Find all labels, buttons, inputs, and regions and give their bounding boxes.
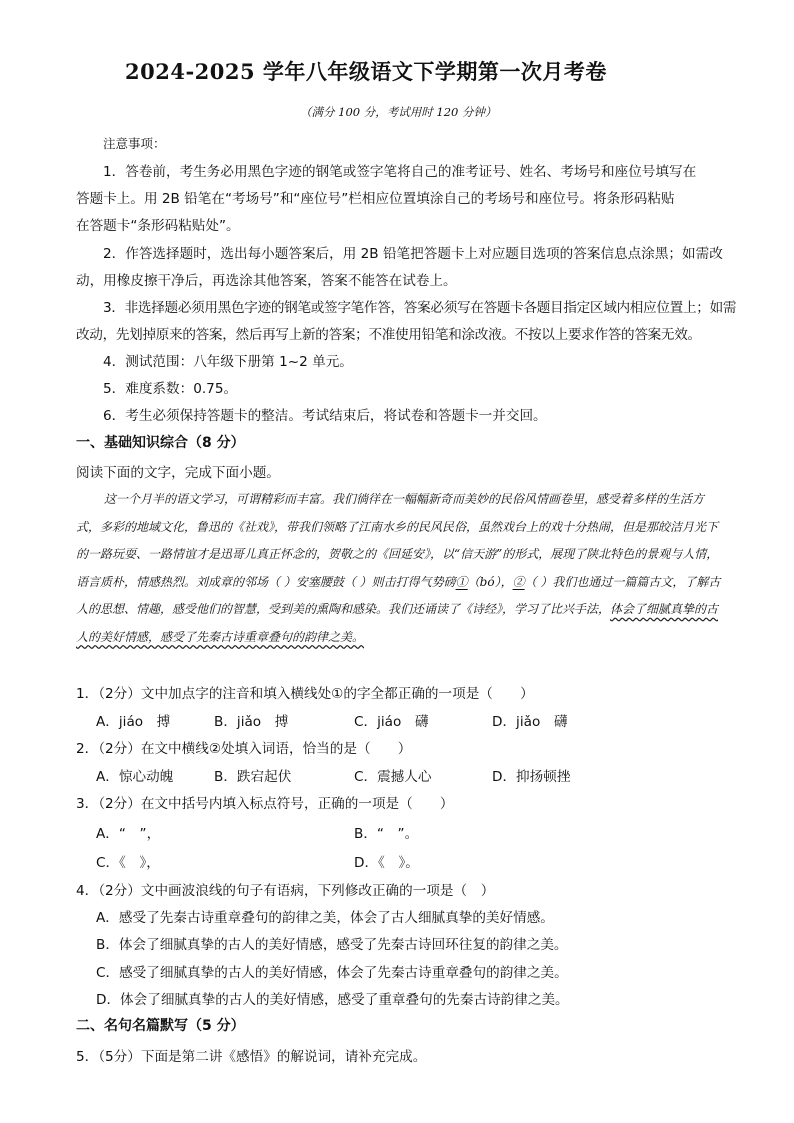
- question-2: 2．（2分）在文中横线②处填入词语，恰当的是（ ）: [76, 741, 412, 757]
- q1-option-a[interactable]: A．jiáo 搏: [96, 714, 171, 730]
- notice-line: 3．非选择题必须用黑色字迹的钢笔或签字笔作答，答案必须写在答题卡各题目指定区域内相应位置上；如需: [103, 300, 737, 316]
- q4-option-b[interactable]: B．体会了细腻真挚的古人的美好情感，感受了先秦古诗回环往复的韵律之美。: [96, 937, 568, 953]
- notice-line: 6．考生必须保持答题卡的整洁。考试结束后，将试卷和答题卡一并交回。: [103, 408, 547, 424]
- reading-passage: [76, 486, 724, 651]
- notice-line: 1．答卷前，考生务必用黑色字迹的钢笔或签字笔将自己的准考证号、姓名、考场号和座位号填写在: [103, 164, 697, 180]
- blank-1: ①: [455, 574, 468, 589]
- notice-line: 4．测试范围：八年级下册第 1~2 单元。: [103, 354, 353, 370]
- q3-option-c[interactable]: C．《 》，: [96, 855, 160, 871]
- exam-subtitle: （满分 100 分，考试用时 120 分钟）: [300, 105, 497, 119]
- q4-option-a[interactable]: A．感受了先秦古诗重章叠句的韵律之美，体会了古人细腻真挚的美好情感。: [96, 910, 554, 926]
- notice-line: 改动，先划掉原来的答案，然后再写上新的答案；不准使用铅笔和涂改液。不按以上要求作答的答案无效。: [76, 327, 701, 343]
- notice-line: 动，用橡皮擦干净后，再选涂其他答案，答案不能答在试卷上。: [76, 273, 457, 289]
- question-4: 4．（2分）文中画波浪线的句子有语病，下列修改正确的一项是（ ）: [76, 883, 495, 899]
- reading-intro: 阅读下面的文字，完成下面小题。: [76, 465, 280, 481]
- passage-text: 这一个月半的语文学习，可谓精彩而丰富。我们徜徉在一幅幅新奇而美妙的民俗风情画卷里，感受着多样的生活方式，多彩的地域文化，鲁迅的《社戏》，带我们领略了江南水乡的民风民俗，虽然戏台上的戏十分热闹，但是那皎洁月光下的一路玩耍、一路情谊才是迅哥儿真正怀念的，贺敬之的《回延安》，以“信天游”的形式，展现了陕北特色的景观与人情，语言质朴，情感热烈。刘成章的邻场（ ）安塞腰鼓（ ）则击打得气势磅: [76, 492, 719, 589]
- passage-text-after: （ ）我们也通过一篇篇古文，了解古人的思想、情趣，感受他们的智慧，受到美的熏陶和感染。我们还诵读了《诗经》，学习了比兴手法，: [76, 574, 721, 616]
- section-heading-1: 一、基础知识综合（8 分）: [76, 435, 245, 451]
- notice-heading: 注意事项：: [103, 136, 166, 151]
- q3-option-b[interactable]: B．“ ”。: [354, 826, 419, 842]
- q1-option-b[interactable]: B．jiǎo 搏: [214, 714, 289, 730]
- section-heading-2: 二、名句名篇默写（5 分）: [76, 1018, 245, 1034]
- q2-option-d[interactable]: D．抑扬顿挫: [492, 769, 571, 785]
- wavy-sentence: 体会了细腻真挚的古人的美好情感，感受了先秦古诗重章叠句的韵律之美。: [76, 602, 719, 644]
- pinyin-note: （bó），: [467, 574, 513, 589]
- q3-option-a[interactable]: A．“ ”，: [96, 826, 161, 842]
- question-3: 3．（2分）在文中括号内填入标点符号，正确的一项是（ ）: [76, 796, 454, 812]
- notice-line: 5．难度系数：0.75。: [103, 381, 238, 397]
- question-5: 5．（5分）下面是第二讲《感悟》的解说词，请补充完成。: [76, 1049, 427, 1065]
- q4-option-d[interactable]: D．体会了细腻真挚的古人的美好情感，感受了重章叠句的先秦古诗韵律之美。: [96, 992, 569, 1008]
- blank-2: ②: [512, 574, 525, 589]
- question-1: 1．（2分）文中加点字的注音和填入横线处①的字全都正确的一项是（ ）: [76, 686, 534, 702]
- q1-option-d[interactable]: D．jiǎo 礴: [492, 714, 568, 730]
- q1-option-c[interactable]: C．jiáo 礴: [354, 714, 429, 730]
- q2-option-c[interactable]: C．震撼人心: [354, 769, 432, 785]
- q2-option-b[interactable]: B．跌宕起伏: [214, 769, 292, 785]
- notice-line: 在答题卡“条形码粘贴处”。: [76, 218, 240, 234]
- notice-line: 2．作答选择题时，选出每小题答案后，用 2B 铅笔把答题卡上对应题目选项的答案信息点涂黑；如需改: [103, 246, 723, 262]
- exam-title: 2024-2025 学年八年级语文下学期第一次月考卷: [125, 59, 607, 84]
- notice-line: 答题卡上。用 2B 铅笔在“考场号”和“座位号”栏相应位置填涂自己的考场号和座位号。将条形码粘贴: [76, 191, 675, 207]
- q4-option-c[interactable]: C．感受了细腻真挚的古人的美好情感，体会了先秦古诗重章叠句的韵律之美。: [96, 965, 568, 981]
- q2-option-a[interactable]: A．惊心动魄: [96, 769, 174, 785]
- q3-option-d[interactable]: D．《 》。: [354, 855, 419, 871]
